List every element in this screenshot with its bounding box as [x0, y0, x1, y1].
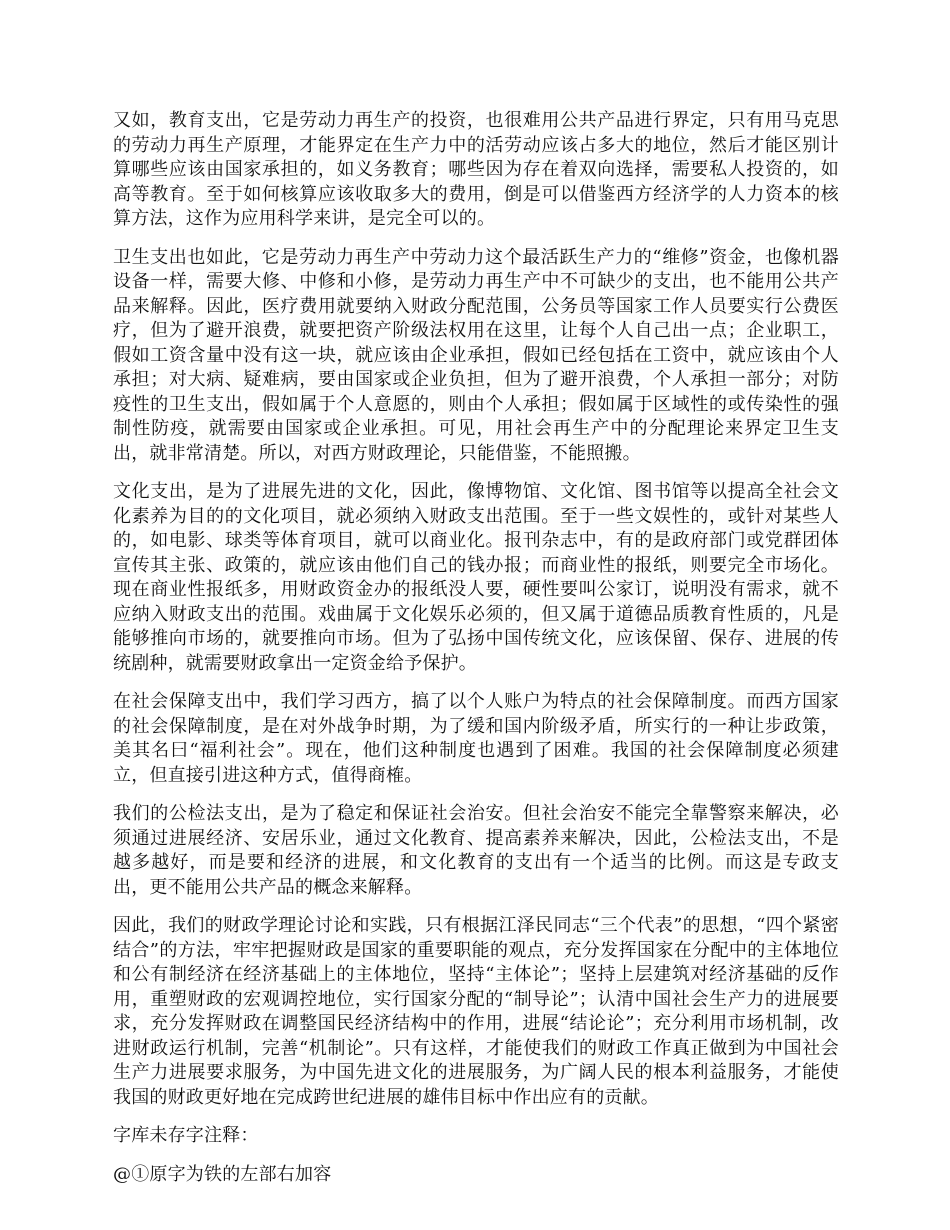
footnote-heading: 字库未存字注释：	[113, 1125, 259, 1146]
footnote-item: @①原字为铁的左部右加容	[113, 1163, 332, 1185]
paragraph-public-security: 我们的公检法支出，是为了稳定和保证社会治安。但社会治安不能完全靠警察来解决，必须通过进展经济、安居乐业，通过文化教育、提高素养来解决，因此，公检法支出，不是越多越好，而是要和经济的进展，和文化教育的支出有一个适当的比例。而这是专政支出，更不能用公共产品的概念来解释。	[113, 803, 839, 898]
document-page	[113, 109, 839, 1201]
paragraph-conclusion: 因此，我们的财政学理论讨论和实践，只有根据江泽民同志“三个代表”的思想，“四个紧密结合”的方法，牢牢把握财政是国家的重要职能的观点，充分发挥国家在分配中的主体地位和公有制经济在经济基础上的主体地位，坚持“主体论”；坚持上层建筑对经济基础的反作用，重塑财政的宏观调控地位，实行国家分配的“制导论”；认清中国社会生产力的进展要求，充分发挥财政在调整国民经济结构中的作用，进展“结论论”；充分利用市场机制，改进财政运行机制，完善“机制论”。只有这样，才能使我们的财政工作真正做到为中国社会生产力进展要求服务，为中国先进文化的进展服务，为广阔人民的根本利益服务，才能使我国的财政更好地在完成跨世纪进展的雄伟目标中作出应有的贡献。	[113, 915, 839, 1108]
paragraph-culture: 文化支出，是为了进展先进的文化，因此，像博物馆、文化馆、图书馆等以提高全社会文化素养为目的的文化项目，就必须纳入财政支出范围。至于一些文娱性的，或针对某些人的，如电影、球类等体育项目，就可以商业化。报刊杂志中，有的是政府部门或党群团体宣传其主张、政策的，就应该由他们自己的钱办报；而商业性的报纸，则要完全市场化。现在商业性报纸多，用财政资金办的报纸没人要，硬性要叫公家订，说明没有需求，就不应纳入财政支出的范围。戏曲属于文化娱乐必须的，但又属于道德品质教育性质的，凡是能够推向市场的，就要推向市场。但为了弘扬中国传统文化，应该保留、保存、进展的传统剧种，就需要财政拿出一定资金给予保护。	[113, 481, 839, 674]
paragraph-health: 卫生支出也如此，它是劳动力再生产中劳动力这个最活跃生产力的“维修”资金，也像机器设备一样，需要大修、中修和小修，是劳动力再生产中不可缺少的支出，也不能用公共产品来解释。因此，医疗费用就要纳入财政分配范围，公务员等国家工作人员要实行公费医疗，但为了避开浪费，就要把资产阶级法权用在这里，让每个人自己出一点；企业职工，假如工资含量中没有这一块，就应该由企业承担，假如已经包括在工资中，就应该由个人承担；对大病、疑难病，要由国家或企业负担，但为了避开浪费，个人承担一部分；对防疫性的卫生支出，假如属于个人意愿的，则由个人承担；假如属于区域性的或传染性的强制性防疫，就需要由国家或企业承担。可见，用社会再生产中的分配理论来界定卫生支出，就非常清楚。所以，对西方财政理论，只能借鉴，不能照搬。	[113, 246, 839, 464]
paragraph-education: 又如，教育支出，它是劳动力再生产的投资，也很难用公共产品进行界定，只有用马克思的劳动力再生产原理，才能界定在生产力中的活劳动应该占多大的地位，然后才能区别计算哪些应该由国家承担的，如义务教育；哪些因为存在着双向选择，需要私人投资的，如高等教育。至于如何核算应该收取多大的费用，倒是可以借鉴西方经济学的人力资本的核算方法，这作为应用科学来讲，是完全可以的。	[113, 110, 839, 229]
paragraph-social-security: 在社会保障支出中，我们学习西方，搞了以个人账户为特点的社会保障制度。而西方国家的社会保障制度，是在对外战争时期，为了缓和国内阶级矛盾，所实行的一种让步政策，美其名曰“福利社会”。现在，他们这种制度也遇到了困难。我国的社会保障制度必须建立，但直接引进这种方式，值得商榷。	[113, 691, 839, 786]
